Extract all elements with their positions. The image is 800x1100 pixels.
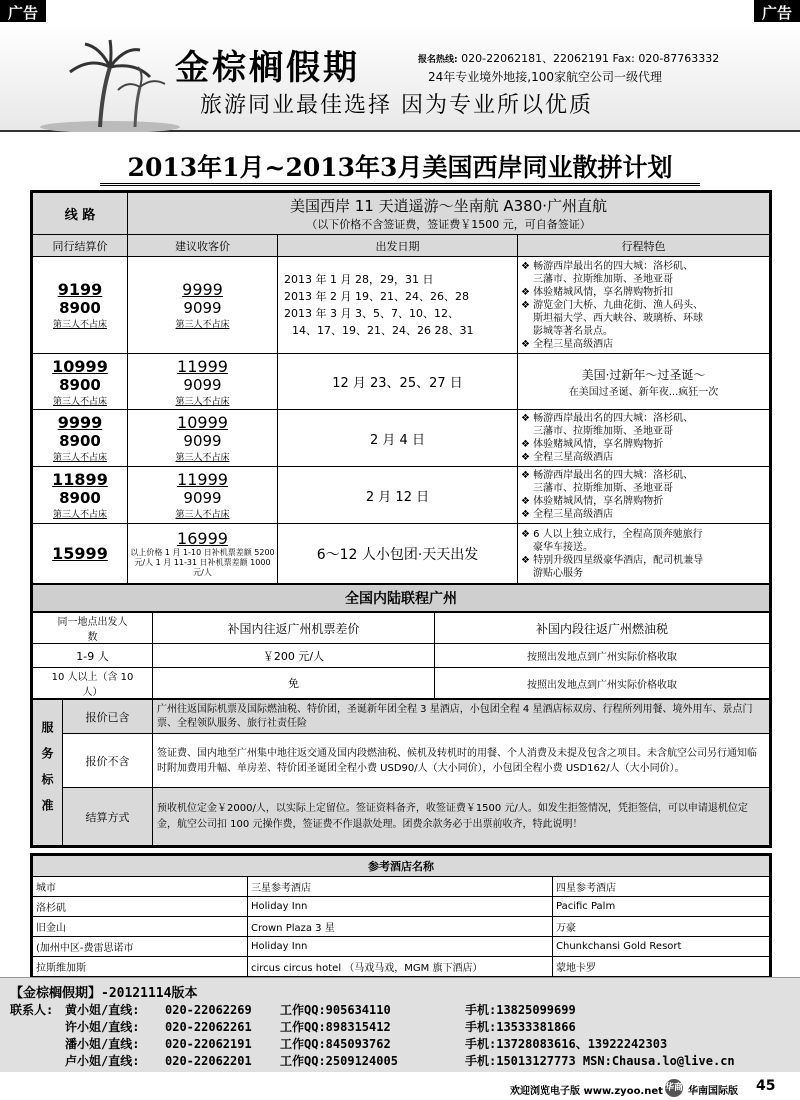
title-divider [100, 183, 700, 186]
contact-qq: 工作QQ:905634110 [280, 1003, 391, 1017]
domestic-head-airfare: 补国内往返广州机票差价 [153, 613, 435, 644]
col-header-features: 行程特色 [518, 235, 770, 257]
service-item-name: 报价不含 [63, 734, 153, 788]
service-label: 服务标准 [33, 700, 63, 846]
retail-note: 第三人不占床 [175, 396, 230, 407]
peer-price-cell [33, 257, 128, 354]
retail-child-price: 9099 [183, 489, 222, 507]
date-line: 2013 年 1 月 28，29，31 日 [284, 273, 434, 286]
retail-price: 11999 [177, 470, 228, 489]
retail-child-price: 9099 [183, 375, 222, 394]
col-header-peer: 同行结算价 [33, 235, 128, 257]
feature-line: ❖ 6 人以上独立成行，全程高顶奔驰旅行 [521, 528, 703, 540]
retail-note: 第三人不占床 [175, 453, 230, 463]
contact-mobile: 手机:15013127773 MSN:Chausa.lo@live.cn [465, 1054, 735, 1068]
hotel-3star: Crown Plaza 3 星 [248, 917, 553, 937]
domestic-airfare: ￥200 元/人 [153, 644, 435, 668]
contact-mobile: 手机:13728083616、13922242303 [465, 1037, 668, 1051]
agency-info: 24年专业境外地接,100家航空公司一级代理 [428, 70, 662, 84]
retail-note: 第三人不占床 [175, 510, 230, 520]
domestic-people: 10 人以上（含 10 人） [33, 668, 153, 699]
footer-website: 欢迎浏览电子版 www.zyoo.net [510, 1086, 663, 1097]
domestic-airfare: 免 [153, 668, 435, 699]
peer-price: 11899 [52, 470, 108, 489]
retail-price: 10999 [177, 413, 228, 432]
peer-note: 第三人不占床 [52, 396, 107, 407]
page-footer [0, 1078, 800, 1100]
page-title: 2013年1月~2013年3月美国西岸同业散拼计划 [127, 153, 673, 182]
peer-child-price: 8900 [59, 299, 101, 317]
contact-name: 黄小姐/直线: [65, 1003, 140, 1017]
retail-price-cell [128, 257, 278, 354]
features-cell [518, 354, 770, 410]
domestic-fuel: 按照出发地点到广州实际价格收取 [435, 644, 770, 668]
service-item-name: 报价已含 [63, 700, 153, 734]
date-line: 2013 年 2 月 19、21、24、26、28 [284, 290, 469, 303]
contact-mobile: 手机:13825099699 [465, 1003, 576, 1017]
feature-line: ❖ 全程三星高级酒店 [521, 509, 614, 520]
date-line: 2013 年 3 月 3、5、7、10、12、 [284, 307, 459, 320]
hotel-4star: Pacific Palm [553, 897, 770, 917]
table-row [33, 788, 770, 846]
hotel-4star: Chunkchansi Gold Resort [553, 937, 770, 957]
feature-line: ❖ 全程三星高级酒店 [521, 452, 614, 463]
dates-cell [278, 257, 518, 354]
retail-note: 第三人不占床 [175, 320, 230, 330]
header-banner [0, 22, 800, 132]
hotline [418, 50, 719, 66]
feature-line: 斯坦福大学、西大峡谷、玻璃桥、环球 [533, 312, 703, 324]
page-number: 45 [756, 1078, 776, 1094]
table-row [33, 467, 770, 524]
table-row [33, 937, 770, 957]
contact-row [10, 1019, 790, 1036]
peer-note: 第三人不占床 [52, 453, 107, 463]
date-line: 14、17、19、21、24、26 28、31 [292, 324, 474, 337]
table-row [33, 957, 770, 977]
feature-line: 三藩市、拉斯维加斯、圣地亚哥 [533, 426, 673, 437]
dates-cell: 2 月 4 日 [278, 410, 518, 467]
hotel-table [32, 855, 770, 977]
peer-price: 10999 [52, 356, 108, 376]
contact-phone: 020-22062201 [165, 1054, 252, 1068]
table-row [33, 354, 770, 410]
ad-label-right: 广告 [754, 0, 800, 25]
table-row [33, 410, 770, 467]
peer-price: 9199 [57, 280, 103, 299]
domestic-fuel: 按照出发地点到广州实际价格收取 [435, 668, 770, 699]
retail-child-price: 9099 [183, 432, 222, 450]
price-table [32, 192, 770, 584]
retail-price: 16999 [177, 529, 228, 548]
contact-qq: 工作QQ:845093762 [280, 1037, 391, 1051]
table-row [33, 668, 770, 699]
contact-header: 【金棕榈假期】-20121114版本 [10, 986, 198, 1001]
feature-line: ❖ 特别升级四星级豪华酒店，配司机兼导 [521, 554, 704, 566]
hotel-3star: Holiday Inn [248, 937, 553, 957]
table-row [33, 257, 770, 354]
peer-child-price: 8900 [59, 375, 101, 394]
route-cell [128, 193, 770, 235]
feature-line: 豪华车接送。 [533, 541, 593, 553]
slogan: 旅游同业最佳选择 因为专业所以优质 [200, 93, 593, 118]
footer-edition: 华南国际版 [688, 1086, 738, 1097]
peer-price-cell [33, 410, 128, 467]
table-row [33, 644, 770, 668]
features-cell [518, 524, 770, 584]
contact-row [10, 1036, 790, 1053]
route-label: 线 路 [33, 193, 128, 235]
domestic-table [32, 612, 770, 699]
feature-line: 在美国过圣诞、新年夜...疯狂一次 [568, 386, 719, 398]
hotline-numbers: 020-22062181、22062191 Fax: 020-87763332 [461, 52, 720, 65]
hotel-city: 拉斯维加斯 [33, 957, 248, 977]
hotel-title: 参考酒店名称 [33, 856, 770, 877]
table-row [33, 917, 770, 937]
retail-surcharge-note: 以上价格 1 月 1-10 日补机票差额 5200 元/人 1 月 11-31 日补机票差额 1000 元/人 [130, 548, 275, 577]
hotel-4star: 万豪 [553, 917, 770, 937]
feature-line: 美国·过新年～过圣诞～ [581, 367, 706, 382]
hotel-table-frame [30, 853, 772, 979]
feature-line: 三藩市、拉斯维加斯、圣地亚哥 [533, 273, 673, 285]
peer-price-cell [33, 524, 128, 584]
hotel-3star: circus circus hotel （马戏马戏，MGM 旗下酒店） [248, 957, 553, 977]
hotline-label: 报名热线: [418, 55, 458, 65]
col-header-retail: 建议收客价 [128, 235, 278, 257]
ad-label-left: 广告 [0, 0, 46, 25]
feature-line: 影城等著名景点。 [533, 325, 613, 337]
feature-line: ❖ 体验赌城风情，享名牌购物折 [521, 439, 664, 450]
domestic-section-title: 全国内陆联程广州 [32, 584, 770, 612]
peer-price-cell [33, 467, 128, 524]
contact-name: 许小姐/直线: [65, 1020, 140, 1034]
col-header-dates: 出发日期 [278, 235, 518, 257]
hotel-head-3star: 三星参考酒店 [248, 877, 553, 897]
features-cell [518, 410, 770, 467]
service-item-name: 结算方式 [63, 788, 153, 846]
table-row [33, 734, 770, 788]
contact-name: 卢小姐/直线: [65, 1054, 140, 1068]
feature-line: 三藩市、拉斯维加斯、圣地亚哥 [533, 483, 673, 494]
peer-note: 第三人不占床 [52, 320, 107, 330]
table-row [33, 700, 770, 734]
price-table-frame [30, 190, 772, 848]
route-name: 美国西岸 11 天逍遥游～坐南航 A380·广州直航 [289, 197, 608, 215]
retail-price-cell [128, 354, 278, 410]
feature-line: 游贴心服务 [533, 567, 583, 579]
dates-cell: 2 月 12 日 [278, 467, 518, 524]
hotel-city: (加州中区-费雷思诺市 [33, 937, 248, 957]
retail-child-price: 9099 [183, 299, 222, 317]
feature-line: ❖ 畅游西岸最出名的四大城：洛杉矶、 [521, 260, 694, 272]
dates-cell: 6～12 人小包团·天天出发 [278, 524, 518, 584]
peer-child-price: 8900 [59, 489, 101, 507]
domestic-head-fuel: 补国内段往返广州燃油税 [435, 613, 770, 644]
dates-cell: 12 月 23、25、27 日 [278, 354, 518, 410]
contact-row [10, 1053, 790, 1070]
hotel-head-4star: 四星参考酒店 [553, 877, 770, 897]
palm-tree-icon [40, 32, 180, 132]
service-table [32, 699, 770, 846]
contact-label: 联系人: [10, 1003, 54, 1017]
feature-line: ❖ 体验赌城风情，享名牌购物折扣 [521, 286, 674, 298]
table-row [33, 897, 770, 917]
features-cell [518, 467, 770, 524]
contact-phone: 020-22062191 [165, 1037, 252, 1051]
magazine-logo-icon: 华商 [665, 1079, 683, 1097]
service-item-text: 预收机位定金￥2000/人，以实际上定留位。签证资料备齐，收签证费￥1500 元/人。如发生拒签情况，凭拒签信，可以申请退机位定金，航空公司扣 100 元操作费，签证费不作退款处理。团费余款务必于出票前收齐，特此说明！ [153, 788, 770, 846]
contact-phone: 020-22062269 [165, 1003, 252, 1017]
service-item-text: 广州往返国际机票及国际燃油税、特价团，圣诞新年团全程 3 星酒店，小包团全程 4 星酒店标双房、行程所列用餐、境外用车、景点门票、全程领队服务、旅行社责任险 [153, 700, 770, 734]
features-cell [518, 257, 770, 354]
route-note: （以下价格不含签证费，签证费￥1500 元，可自备签证） [306, 218, 591, 231]
feature-line: ❖ 体验赌城风情，享名牌购物折 [521, 496, 664, 507]
contact-qq: 工作QQ:2509124005 [280, 1054, 398, 1068]
peer-price: 15999 [52, 544, 108, 563]
peer-price: 9999 [57, 413, 103, 432]
hotel-3star: Holiday Inn [248, 897, 553, 917]
feature-line: ❖ 畅游西岸最出名的四大城：洛杉矶、 [521, 470, 694, 481]
peer-child-price: 8900 [59, 432, 101, 450]
retail-price-cell [128, 467, 278, 524]
contact-qq: 工作QQ:898315412 [280, 1020, 391, 1034]
domestic-head-people: 同一地点出发人数 [33, 613, 153, 644]
contact-section [0, 977, 800, 1072]
feature-line: ❖ 全程三星高级酒店 [521, 338, 614, 350]
hotel-city: 旧金山 [33, 917, 248, 937]
retail-price: 9999 [182, 280, 223, 299]
hotel-city: 洛杉矶 [33, 897, 248, 917]
peer-price-cell [33, 354, 128, 410]
domestic-people: 1-9 人 [33, 644, 153, 668]
feature-line: ❖ 畅游西岸最出名的四大城：洛杉矶、 [521, 413, 694, 424]
contact-phone: 020-22062261 [165, 1020, 252, 1034]
retail-price-cell [128, 524, 278, 584]
hotel-head-city: 城市 [33, 877, 248, 897]
contact-mobile: 手机:13533381866 [465, 1020, 576, 1034]
peer-note: 第三人不占床 [52, 510, 107, 520]
table-row-special [33, 524, 770, 584]
feature-line: ❖ 游览金门大桥、九曲花街、渔人码头、 [521, 299, 704, 311]
brand-name: 金棕榈假期 [175, 48, 360, 88]
retail-price: 11999 [177, 356, 228, 376]
contact-row [10, 1002, 790, 1019]
contact-name: 潘小姐/直线: [65, 1037, 140, 1051]
hotel-4star: 蒙地卡罗 [553, 957, 770, 977]
service-item-text: 签证费、国内地至广州集中地往返交通及国内段燃油税、候机及转机时的用餐、个人消费及未提及包含之项目。未含航空公司另行通知临时附加费用升幅、单房差、特价团圣诞团全程小费 USD90/人（大小同价），小包团全程小费 USD162/人（大小同价）。 [153, 734, 770, 788]
retail-price-cell [128, 410, 278, 467]
